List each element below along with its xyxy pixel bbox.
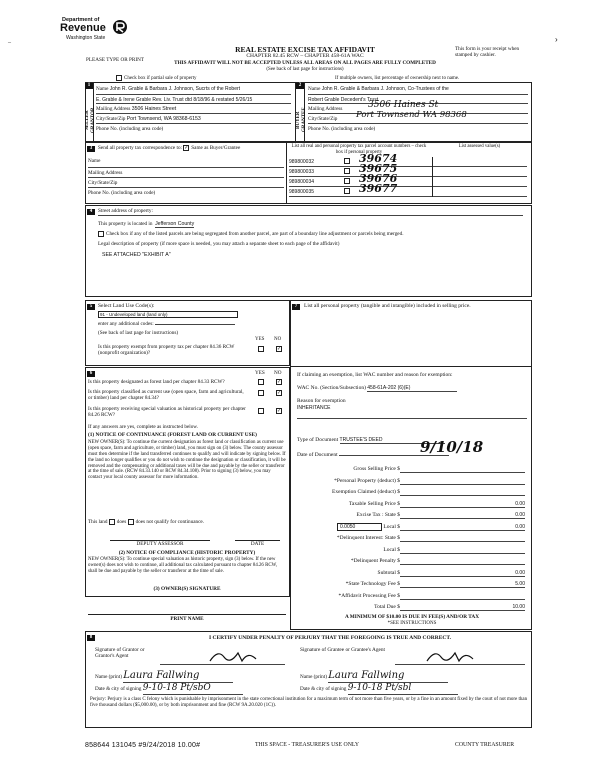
exempt-no-wrap[interactable]	[276, 346, 284, 352]
tax-calc-label: Subtotal $	[377, 569, 400, 576]
minimum-due-note: A MINIMUM OF $10.00 IS DUE IN FEE(S) AND/OR TAX	[344, 614, 480, 620]
tax-calc-value[interactable]: 0.00	[400, 501, 525, 508]
land-use-label: Select Land Use Code(s):	[98, 303, 155, 309]
current-use-no-checkbox[interactable]: ✓	[277, 391, 282, 396]
tax-calc-value[interactable]	[400, 478, 525, 485]
buyer-phone-label: Phone No. (including area code)	[308, 126, 376, 132]
grantor-signature-label: Signature of Grantor or Grantor's Agent	[95, 647, 145, 660]
form-see-back: (See back of last page for instructions)	[266, 67, 344, 72]
reason-label: Reason for exemption	[297, 398, 346, 404]
seller-mailing-row[interactable]	[96, 104, 291, 114]
wac-value: 458-61A-202 (6)(E)	[367, 385, 457, 392]
buyer-city-handwritten: Port Townsend WA 98368	[356, 110, 467, 120]
does-label: does	[116, 519, 127, 526]
grantor-name-label: Name (print)	[95, 674, 122, 680]
any-yes-note: If any answers are yes, complete as instructed below.	[88, 424, 199, 430]
tax-calc-label: *Delinquent Interest: State $	[336, 535, 400, 541]
local-rate-value[interactable]: 0.0050	[337, 523, 382, 531]
forest-no-wrap[interactable]	[276, 379, 284, 385]
segregated-label: Check box if any of the listed parcels are being segregated from another parcel, are part of a boundary line adjustment or parcels being merged.	[106, 231, 404, 238]
tax-calc-label: Taxable Selling Price $	[348, 500, 400, 507]
grantee-name-row[interactable]	[300, 670, 528, 683]
seller-block	[96, 86, 291, 134]
correspondence-city-label: City/State/Zip	[88, 180, 118, 186]
located-row	[98, 221, 523, 227]
reason-value[interactable]: INHERITANCE	[297, 405, 331, 411]
parcel-handwritten: 39674	[359, 152, 398, 165]
exempt-no-checkbox[interactable]: ✓	[277, 347, 282, 352]
dept-line2: Revenue	[60, 22, 106, 34]
tax-calc-value[interactable]	[400, 466, 525, 473]
grantee-date-row[interactable]	[300, 683, 528, 695]
dor-logo-icon	[112, 19, 128, 35]
tax-calc-label: *Affidavit Processing Fee $	[338, 592, 400, 599]
tax-calc-row	[297, 476, 527, 488]
exempt-yes-checkbox[interactable]	[258, 346, 264, 352]
historic-yes-wrap[interactable]	[258, 408, 266, 414]
grantee-name-handwritten: Laura Fallwing	[328, 670, 448, 683]
current-use-yes-checkbox[interactable]	[258, 390, 264, 396]
correspondence-mailing-label: Mailing Address	[88, 170, 123, 176]
print-name-line[interactable]: PRINT NAME	[88, 614, 286, 622]
doc-type-value: TRUSTEE'S DEED	[340, 437, 445, 444]
wac-row[interactable]	[297, 385, 527, 392]
buyer-city-label: City/State/Zip	[308, 116, 338, 122]
tax-calc-label: Excise Tax : State $	[356, 512, 400, 518]
section1-number: 1	[85, 83, 93, 89]
notice2-text: NEW OWNER(S): To continue special valuation as historic property, sign (3) below. If the new owner(s) does not wish to continue, all additional tax calculated pursuant to chapter 84.26 RCW, shall be due and payable by the seller or transferor at the time of sale.	[88, 557, 278, 574]
buyer-city-row[interactable]	[308, 110, 528, 124]
buyer-name: John R. Grable & Barbara J. Johnson, Co-Trustees of the	[321, 86, 449, 92]
treasurer-space-label: THIS SPACE - TREASURER'S USE ONLY	[255, 742, 360, 748]
tax-calc-row	[297, 591, 527, 603]
reason-line	[297, 418, 527, 419]
historic-yes-checkbox[interactable]	[258, 408, 264, 414]
receipt-note: This form is your receipt when stamped by cashier.	[455, 46, 520, 59]
current-use-no-wrap[interactable]	[276, 390, 284, 396]
dept-line3: Washington State	[66, 35, 106, 41]
personal-property-checkbox[interactable]	[344, 168, 350, 174]
tax-calc-row	[297, 522, 527, 534]
segregated-row[interactable]	[98, 231, 528, 237]
grantee-signature-label: Signature of Grantee or Grantee's Agent	[300, 647, 385, 653]
personal-property-checkbox[interactable]	[344, 188, 350, 194]
parcel-handwritten: 39675	[359, 162, 398, 175]
parcel-handwritten: 39677	[359, 182, 398, 195]
section2-number: 2	[296, 83, 304, 89]
section3-number: 3	[87, 146, 95, 152]
located-label: This property is located in	[98, 221, 153, 227]
personal-property-checkbox[interactable]	[344, 178, 350, 184]
grantee-signature-line[interactable]	[395, 655, 525, 665]
tax-calc-label: Exemption Claimed (deduct) $	[332, 489, 400, 495]
section3-number-wrap	[87, 145, 95, 152]
seller-name-label: Name	[96, 86, 109, 92]
doc-date-handwritten: 9/10/18	[420, 438, 484, 456]
grantor-name-row[interactable]	[95, 670, 295, 683]
assessed-value-cell[interactable]	[432, 157, 433, 167]
grantee-name-label: Name (print)	[300, 674, 327, 680]
notice2-title: (2) NOTICE OF COMPLIANCE (HISTORIC PROPERTY)	[118, 550, 256, 556]
forest-yes-checkbox[interactable]	[258, 379, 264, 385]
section7-number-wrap	[292, 303, 300, 310]
personal-property-label: List all personal property (tangible and intangible) included in selling price.	[304, 303, 471, 309]
buyer-phone-row[interactable]	[308, 124, 528, 134]
tax-calc-row	[297, 487, 527, 499]
assessed-value-cell[interactable]	[432, 167, 433, 177]
seller-phone-row[interactable]	[96, 124, 291, 134]
seller-mailing: 3506 Haines Street	[131, 106, 177, 112]
seller-name: John R. Grable & Barbara J. Johnson, Sucrts of the Robert	[109, 86, 241, 92]
dor-logo	[62, 17, 137, 53]
historic-no-checkbox[interactable]: ✓	[277, 409, 282, 414]
partial-sale-label: Check box if partial sale of property	[124, 76, 197, 82]
owner-signature-label: (3) OWNER(S) SIGNATURE	[153, 586, 221, 592]
tax-calc-value[interactable]: 0.00	[400, 524, 525, 531]
grantee-date-label: Date & city of signing	[300, 686, 347, 692]
grantor-date-label: Date & city of signing	[95, 686, 142, 692]
segregated-checkbox[interactable]	[98, 231, 104, 237]
tax-calc-label: *Personal Property (deduct) $	[334, 477, 400, 484]
buyer-block	[308, 86, 528, 134]
parcel-list	[289, 152, 527, 197]
parcel-header: List all real and personal property tax parcel account numbers – check box if personal property	[291, 144, 427, 155]
seller-name2[interactable]: E. Grable & Irene Grable Rev. Liv. Trust dtd 8/18/96 & restated 5/26/15	[96, 95, 291, 104]
section4-box	[85, 205, 532, 297]
parcel-number: 989800033	[289, 169, 315, 175]
tax-calc-row	[297, 545, 527, 557]
tax-calc-value[interactable]	[400, 558, 525, 565]
buyer-mailing-label: Mailing Address	[308, 106, 343, 112]
assessed-header: List assessed value(s)	[458, 144, 501, 149]
tax-calc-list	[297, 464, 527, 614]
section5-number: 5	[87, 304, 95, 310]
same-as-buyer-label: Same as Buyer/Grantee	[191, 145, 241, 152]
forest-question: Is this property designated as forest land per chapter 84.33 RCW?	[88, 379, 225, 385]
this-land-label: This land	[88, 519, 108, 526]
exempt-question: Is this property exempt from property tax per chapter 84.36 RCW (nonprofit organization)?	[98, 344, 235, 357]
additional-codes-label: enter any additional codes:	[98, 321, 154, 327]
land-use-select[interactable]: 91 - Undeveloped land (land only)	[98, 311, 238, 318]
seller-side-strip	[85, 82, 94, 142]
correspondence-phone-row[interactable]	[88, 188, 284, 198]
grantor-signature-scribble-icon	[208, 647, 258, 665]
tax-calc-value[interactable]	[400, 593, 525, 600]
forest-yes-wrap[interactable]	[258, 379, 266, 385]
buyer-side-strip	[295, 82, 305, 142]
section6-number: 6	[87, 371, 95, 377]
street-address-row[interactable]	[98, 208, 523, 216]
seller-city-row[interactable]	[96, 114, 291, 124]
treasurer-stamp: 858644 131045 #9/24/2018 10.00#	[85, 742, 201, 749]
seller-city: Port Townsend, WA 98368-6153	[126, 116, 201, 122]
legal-desc-label: Legal description of property (if more space is needed, you may attach a separate sheet to each page of the affidavit)	[98, 241, 340, 247]
certify-statement: I CERTIFY UNDER PENALTY OF PERJURY THAT THE FOREGOING IS TRUE AND CORRECT.	[208, 635, 451, 641]
send-correspondence-label: Send all property tax correspondence to:	[98, 145, 182, 152]
does-not-label: does not qualify for continuance.	[135, 519, 204, 526]
forest-no-checkbox[interactable]: ✓	[277, 380, 282, 385]
legal-desc-value[interactable]: SEE ATTACHED "EXHIBIT A"	[102, 252, 171, 258]
county-treasurer-label: COUNTY TREASURER	[455, 742, 515, 748]
partial-sale-checkbox[interactable]	[116, 75, 122, 81]
deputy-date-line[interactable]: DATE	[235, 540, 280, 547]
section5-yes-header: YES	[255, 337, 265, 342]
tax-calc-label: *Delinquent Penalty $	[350, 558, 400, 564]
notice1-title: (1) NOTICE OF CONTINUANCE (FOREST LAND OR CURRENT USE)	[88, 432, 257, 438]
parcel-number: 989800035	[289, 189, 315, 195]
correspondence-name-label: Name	[88, 158, 101, 164]
grantor-date-handwritten: 9-10-18 Pt/sbO	[143, 683, 243, 695]
tax-calc-value[interactable]	[400, 535, 525, 542]
corner-mark: –	[8, 40, 11, 46]
buyer-name-label: Name	[308, 86, 321, 92]
section6-number-wrap	[87, 370, 95, 377]
tax-calc-value[interactable]: 10.00	[400, 604, 525, 611]
section8-number: 8	[87, 635, 95, 641]
grantee-date-handwritten: 9-10-18 Pt/sbl	[348, 683, 458, 695]
deputy-assessor-line[interactable]: DEPUTY ASSESSOR	[110, 540, 210, 547]
seller-side-label: SELLER GRANTOR	[85, 107, 96, 133]
perjury-notice: Perjury: Perjury is a class C felony which is punishable by imprisonment in the state correctional institution for a maximum term of not more than five years, or by a fine in an amount fixed by the court of not more than five thousand dollars ($5,000.00), or by both imprisonment and fine (RCW 9A.20.020 (1C)).	[90, 697, 528, 708]
assessed-value-cell[interactable]	[432, 177, 433, 187]
tax-calc-label: Local $	[383, 546, 400, 553]
section7-number: 7	[292, 304, 300, 310]
wac-label: WAC No. (Section/Subsection)	[297, 385, 366, 391]
section7-divider	[290, 366, 532, 367]
buyer-name-row[interactable]	[308, 86, 528, 95]
seller-phone-label: Phone No. (including area code)	[96, 126, 164, 132]
section6-yes-header: YES	[255, 370, 265, 376]
tax-calc-value[interactable]: 0.00	[400, 512, 525, 519]
tax-calc-value[interactable]: 0.00	[400, 570, 525, 577]
personal-property-checkbox[interactable]	[344, 158, 350, 164]
buyer-side-label: BUYER GRANTEE	[296, 107, 307, 133]
assessed-value-cell[interactable]	[432, 187, 433, 197]
doc-date-label: Date of Document	[297, 452, 338, 458]
tax-calc-value[interactable]	[400, 489, 525, 496]
tax-calc-row	[297, 510, 527, 522]
form-subtitle: CHAPTER 82.45 RCW – CHAPTER 458-61A WAC	[246, 53, 364, 59]
form-title: REAL ESTATE EXCISE TAX AFFIDAVIT	[235, 45, 375, 54]
tax-calc-label: Gross Selling Price $	[353, 466, 400, 472]
historic-question: Is this property receiving special valuation as historical property per chapter 84.26 RCW?	[88, 406, 246, 419]
notice1-text: NEW OWNER(S): To continue the current designation as forest land or classification as current use (open space, farm and agriculture, or timber) land, you must sign on (3) below. The county assessor must then determine if the land transferred continues to qualify and will indicate by signing below. If the land no longer qualifies or you do not wish to continue the designation or classification, it will be removed and the compensating or additional taxes will be due and payable by the seller or transferor at the time of sale. (RCW 84.33.140 or RCW 84.34.108). Prior to signing (3) below, you may contact your local county assessor for more information.	[88, 440, 286, 481]
current-use-question: Is this property classified as current use (open space, farm and agricultural, or timber) land per chapter 84.34?	[88, 389, 244, 402]
please-type: PLEASE TYPE OR PRINT	[86, 57, 144, 63]
exempt-yes-wrap[interactable]	[258, 346, 266, 352]
correspondence-name-row[interactable]	[88, 158, 284, 168]
tax-calc-row	[297, 556, 527, 568]
county-value[interactable]: Jefferson County	[155, 221, 195, 227]
tax-calc-label: Local $	[383, 523, 400, 530]
tax-calc-row	[297, 464, 527, 476]
does-not-checkbox[interactable]	[128, 519, 134, 525]
grantor-date-row[interactable]	[95, 683, 295, 695]
section5-see-back: (See back of last page for instructions)	[98, 330, 179, 336]
tax-calc-value[interactable]	[400, 547, 525, 554]
section5-number-wrap	[87, 303, 95, 310]
correspondence-city-row[interactable]	[88, 178, 284, 188]
section4-number-wrap	[87, 208, 95, 215]
street-address-label: Street address of property:	[98, 208, 153, 214]
exemption-question: If claiming an exemption, list WAC number and reason for exemption:	[297, 372, 453, 378]
does-checkbox[interactable]	[109, 519, 115, 525]
grantee-signature-scribble-icon	[425, 647, 475, 665]
see-instructions-note: *SEE INSTRUCTIONS	[387, 621, 437, 626]
additional-codes-row[interactable]	[98, 321, 235, 327]
tax-calc-row	[297, 533, 527, 545]
seller-city-label: City/State/Zip	[96, 116, 126, 122]
multiple-owners-note: If multiple owners, list percentage of ownership next to name.	[335, 76, 460, 81]
seller-name-row[interactable]	[96, 86, 291, 95]
parcel-number: 989800032	[289, 159, 315, 165]
section8-number-wrap	[87, 634, 95, 641]
parcel-handwritten: 39676	[359, 172, 398, 185]
tax-calc-row	[297, 579, 527, 591]
correspondence-phone-label: Phone No. (including area code)	[88, 190, 156, 196]
grantor-signature-line[interactable]	[160, 655, 285, 665]
grantor-name-handwritten: Laura Fallwing	[123, 670, 233, 683]
section3-contact	[88, 158, 284, 198]
tax-calc-label: *State Technology Fee $	[345, 581, 400, 587]
dept-line1: Department of	[62, 17, 100, 23]
section3-send-row[interactable]	[98, 145, 288, 151]
section5-no-header: NO	[274, 337, 282, 342]
form-warning: THIS AFFIDAVIT WILL NOT BE ACCEPTED UNLESS ALL AREAS ON ALL PAGES ARE FULLY COMPLETED	[174, 60, 436, 66]
tax-calc-row	[297, 602, 527, 614]
continuance-row[interactable]	[88, 519, 286, 525]
section6-no-header: NO	[274, 370, 282, 376]
tax-calc-row	[297, 499, 527, 511]
corner-mark-2: ›	[555, 35, 558, 44]
same-as-buyer-checkbox[interactable]: ✓	[184, 146, 189, 151]
parcel-row[interactable]	[289, 152, 527, 167]
parcel-number: 989800034	[289, 179, 315, 185]
seller-mailing-label: Mailing Address	[96, 106, 131, 112]
historic-no-wrap[interactable]	[276, 408, 284, 414]
tax-calc-label: Total Due $	[374, 604, 400, 610]
current-use-yes-wrap[interactable]	[258, 390, 266, 396]
buyer-name2[interactable]: Robert Grable Decedent's Trust	[308, 95, 528, 104]
doc-type-label: Type of Document	[297, 437, 339, 443]
correspondence-mailing-row[interactable]	[88, 168, 284, 178]
tax-calc-row	[297, 568, 527, 580]
buyer-mailing-handwritten: 3506 Haines St	[368, 100, 439, 110]
tax-calc-value[interactable]: 5.00	[400, 581, 525, 588]
section4-number: 4	[87, 209, 95, 215]
